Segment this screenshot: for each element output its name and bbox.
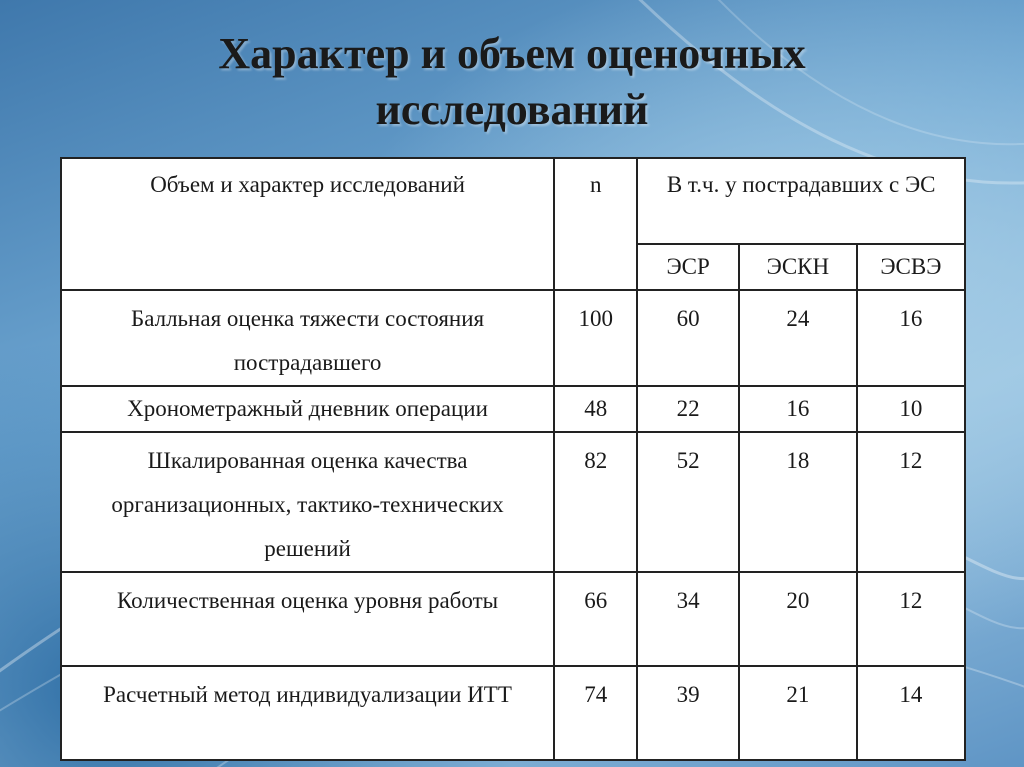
row-esve-cell: 14 [857, 666, 965, 760]
row-esr-cell: 60 [637, 290, 739, 386]
table-header-row [61, 158, 965, 244]
page-title [0, 26, 1024, 138]
row-esr-cell: 34 [637, 572, 739, 666]
row-n-cell: 100 [554, 290, 637, 386]
row-n-cell: 66 [554, 572, 637, 666]
row-esve-cell: 16 [857, 290, 965, 386]
research-table [60, 157, 966, 761]
row-name-cell: Количественная оценка уровня работы [61, 572, 554, 666]
row-eskn-cell: 18 [739, 432, 857, 572]
row-name-cell: Хронометражный дневник операции [61, 386, 554, 432]
table-row [61, 290, 965, 386]
row-esve-cell: 10 [857, 386, 965, 432]
row-n-cell: 82 [554, 432, 637, 572]
row-name-cell: Расчетный метод индивидуализации ИТТ [61, 666, 554, 760]
header-esr-cell: ЭСР [637, 244, 739, 290]
header-esve-cell: ЭСВЭ [857, 244, 965, 290]
row-esve-cell: 12 [857, 432, 965, 572]
row-esr-cell: 39 [637, 666, 739, 760]
table-row [61, 572, 965, 666]
row-esr-cell: 52 [637, 432, 739, 572]
row-eskn-cell: 21 [739, 666, 857, 760]
row-name-cell: Балльная оценка тяжести состояния пострадавшего [61, 290, 554, 386]
header-group-cell: В т.ч. у пострадавших с ЭС [637, 158, 965, 244]
header-eskn-cell: ЭСКН [739, 244, 857, 290]
header-n-cell: n [554, 158, 637, 290]
page-title-line2: исследований [375, 85, 649, 134]
row-eskn-cell: 20 [739, 572, 857, 666]
table-row [61, 666, 965, 760]
row-n-cell: 74 [554, 666, 637, 760]
row-n-cell: 48 [554, 386, 637, 432]
header-name-cell: Объем и характер исследований [61, 158, 554, 290]
row-esve-cell: 12 [857, 572, 965, 666]
page-title-line1: Характер и объем оценочных [218, 29, 806, 78]
row-esr-cell: 22 [637, 386, 739, 432]
row-name-cell: Шкалированная оценка качества организационных, тактико-технических решений [61, 432, 554, 572]
table-row [61, 386, 965, 432]
row-eskn-cell: 16 [739, 386, 857, 432]
row-eskn-cell: 24 [739, 290, 857, 386]
table-row [61, 432, 965, 572]
